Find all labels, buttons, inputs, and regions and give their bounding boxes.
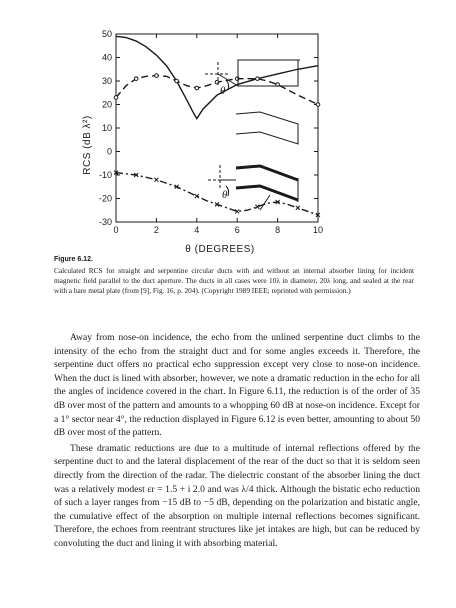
series-point-circle <box>256 77 260 81</box>
series-point-circle <box>114 96 118 100</box>
inset-serpentine-unlined <box>236 112 298 144</box>
series-point-circle <box>155 74 159 78</box>
x-axis-label: θ (DEGREES) <box>185 244 255 255</box>
x-tick-label: 8 <box>275 225 281 235</box>
body-paragraph-1: Away from nose-on incidence, the echo from the unlined serpentine duct climbs to the intensity of the echo from the straight duct and for some angles exceeds it. Therefore, the serpentine duct offers no practical echo suppression except very close to nose-on incidence. When the duct is lined with absorber, however, we note a dramatic reduction in the echo for all the angles of incidence covered in the chart. In Figure 6.11, the reduction is of the order of 35 dB over most of the pattern and amounts to a whopping 60 dB at nose-on incidence. Except for a 1° sector near 4°, the reduction displayed in Figure 6.12 is even better, amounting to about 50 dB over most of the pattern. <box>54 332 420 439</box>
y-tick-label: 10 <box>101 123 112 133</box>
series-solid-line <box>116 36 318 118</box>
inset-theta-label-2: θ <box>222 189 228 201</box>
y-tick-label: -10 <box>98 170 112 180</box>
figure-caption-text: Calculated RCS for straight and serpentine circular ducts with and without an internal absorber lining for incident magnetic field parallel to the duct aperture. The ducts in all cases were 10λ in diameter, 20λ long, and sealed at the rear with a bare metal plate (from [9], Fig. 16, p. 204). (Copyright 1989 IEEE; reprinted with permission.) <box>54 266 414 295</box>
x-tick-label: 10 <box>312 225 324 235</box>
y-tick-label: 50 <box>101 29 112 39</box>
series-point-circle <box>195 86 199 90</box>
series-dash-dot-line <box>116 173 318 215</box>
chart-svg <box>60 20 350 260</box>
y-axis-label: RCS (dB λ²) <box>82 115 93 175</box>
figure-label: Figure 6.12. <box>54 256 93 263</box>
series-point-circle <box>134 77 138 81</box>
series-point-circle <box>316 103 320 107</box>
y-tick-label: -30 <box>98 217 112 227</box>
y-tick-label: 30 <box>101 76 112 86</box>
y-tick-label: 20 <box>101 99 112 110</box>
body-paragraph-2: These dramatic reductions are due to a multitude of internal reflections offered by the serpentine duct to and the lateral displacement of the rear of the duct so that it is seldom seen directly from the direction of the radar. The dielectric constant of the absorber lining the duct was a relatively modest εr = 1.5 + i 2.0 and was λ/4 thick. Although the bistatic echo reduction of such a layer ranges from −15 dB to −5 dB, depending on the polarization and bistatic angle, the cumulative effect of the absorption on multiple internal reflections becomes significant. Therefore, the echoes from reentrant structures like jet intakes are high, but can be reduced by convoluting the duct and lining it with absorbing material. <box>54 442 420 549</box>
y-tick-label: -20 <box>98 193 112 204</box>
inset-theta-label-1: θ <box>220 85 226 97</box>
x-tick-label: 2 <box>153 225 159 235</box>
x-tick-label: 0 <box>113 225 119 235</box>
figure-caption <box>54 256 414 296</box>
body-text <box>54 331 420 551</box>
series-point-cross <box>296 206 300 210</box>
x-tick-label: 6 <box>234 225 240 235</box>
plot-frame <box>116 34 318 222</box>
y-tick-label: 40 <box>101 52 112 63</box>
y-tick-label: 0 <box>106 146 112 157</box>
series-point-circle <box>175 79 179 83</box>
x-tick-label: 4 <box>194 225 200 235</box>
series-point-cross <box>154 178 158 182</box>
figure-chart <box>60 20 350 260</box>
